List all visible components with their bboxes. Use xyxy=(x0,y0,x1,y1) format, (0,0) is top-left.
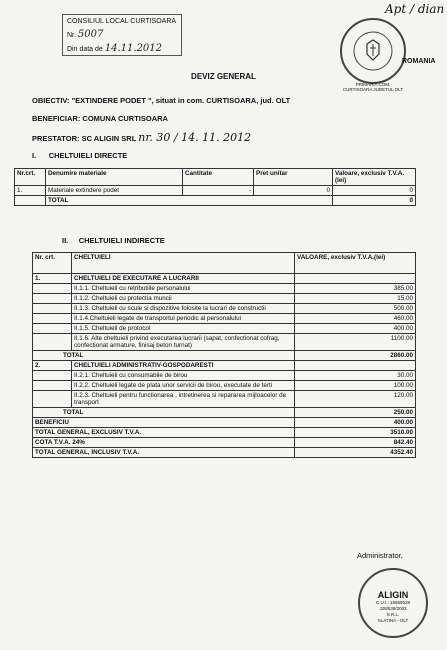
col-nr: Nr. crt. xyxy=(33,253,72,274)
direct-costs-table xyxy=(14,168,416,206)
col-value: VALOARE, exclusiv T.V.A.(lei) xyxy=(295,253,416,274)
subtotal-row: TOTAL 2860.00 xyxy=(33,351,416,361)
indirect-costs-table xyxy=(32,252,416,458)
beneficiary: BENEFICIAR: COMUNA CURTISOARA xyxy=(32,114,168,123)
section2-heading: II. CHELTUIELI INDIRECTE xyxy=(62,236,165,245)
col-cost: CHELTUIELI xyxy=(72,253,295,274)
seal-text: PRIMARIA COM. CURTISOARA JUDETUL OLT xyxy=(342,82,404,92)
cell-value: 0 xyxy=(333,186,416,196)
cell-nr: 1. xyxy=(15,186,46,196)
total-row xyxy=(15,196,416,206)
cell-material: Materiale extindere podet xyxy=(46,186,183,196)
signature-top: Apt / dian xyxy=(385,2,445,16)
table-header xyxy=(33,253,416,274)
table-row: II.1.5. Cheltuieli de protocol 400.00 xyxy=(33,324,416,334)
stamp-srl: S.R.L. xyxy=(386,612,400,617)
document-title: DEVIZ GENERAL xyxy=(191,72,256,81)
col-unit-price: Pret unitar xyxy=(254,169,333,186)
total-value: 0 xyxy=(333,196,416,206)
stamp-city: SLATINA - OLT xyxy=(377,618,409,623)
summary-row: BENEFICIU 400.00 xyxy=(33,418,416,428)
table-row xyxy=(15,186,416,196)
table-row: II.1.2. Cheltuieli cu protectia muncii 15.00 xyxy=(33,294,416,304)
summary-row: TOTAL GENERAL, INCLUSIV T.V.A. 4352.40 xyxy=(33,448,416,458)
table-row: II.2.2. Cheltuieli legate de plata unor servicii de birou, executate de terti 100.00 xyxy=(33,381,416,391)
registration-date: Din data de 14.11.2012 xyxy=(67,43,163,54)
group-title: CHELTUIELI ADMINISTRATIV-GOSPODARESTI xyxy=(72,361,295,371)
registration-council: CONSILIUL LOCAL CURTISOARA xyxy=(67,18,177,25)
summary-row: COTA T.V.A. 24% 842.40 xyxy=(33,438,416,448)
col-material: Denumire materiale xyxy=(46,169,183,186)
section1-heading: I. CHELTUIELI DIRECTE xyxy=(32,151,128,160)
seal-extra-text: ROMANIA xyxy=(402,58,436,65)
summary-row: TOTAL GENERAL, EXCLUSIV T.V.A. 3510.00 xyxy=(33,428,416,438)
stamp-reg: J28/539/2003 xyxy=(379,606,407,611)
company-stamp xyxy=(358,568,428,638)
table-row: II.1.4.Cheltuieli legate de transportul periodic al personalului 460.00 xyxy=(33,314,416,324)
registration-stamp xyxy=(62,14,182,56)
contractor-handwritten: nr. 30 / 14. 11. 2012 xyxy=(138,131,252,144)
administrator-label: Administrator, xyxy=(357,551,403,560)
col-nr: Nr.crt. xyxy=(15,169,46,186)
cell-quantity: - xyxy=(183,186,254,196)
table-row: II.2.1. Cheltuieli cu consumabile de birou 30.00 xyxy=(33,371,416,381)
col-value: Valoare, exclusiv T.V.A. (lei) xyxy=(333,169,416,186)
table-header xyxy=(15,169,416,186)
stamp-name: ALIGIN xyxy=(377,590,409,600)
table-row: II.1.3. Cheltuieli cu scule si dispozitive folosite la lucrari de constructii 500.00 xyxy=(33,304,416,314)
col-quantity: Cantitate xyxy=(183,169,254,186)
table-row: II.1.1. Cheltuieli cu retributiile personalului 385.00 xyxy=(33,284,416,294)
registration-number: Nr. 5007 xyxy=(67,29,104,40)
contractor xyxy=(32,131,251,144)
subtotal-row: TOTAL 250.00 xyxy=(33,408,416,418)
group-row: 2. CHELTUIELI ADMINISTRATIV-GOSPODARESTI xyxy=(33,361,416,371)
objective: OBIECTIV: "EXTINDERE PODET ", situat in com. CURTISOARA, jud. OLT xyxy=(32,96,291,105)
table-row: II.2.3. Cheltuieli pentru functionarea , intretinerea si repararea mijloacelor de transport 120.00 xyxy=(33,391,416,408)
table-row: II.1.6. Alte cheltuieli privind executarea lucrarii (sapat, confectionat cofrag, confectionat armature, finisaj beton turnat) 1100.00 xyxy=(33,334,416,351)
total-label: TOTAL xyxy=(46,196,333,206)
cell-unit-price: 0 xyxy=(254,186,333,196)
group-title: CHELTUIELI DE EXECUTARE A LUCRARII xyxy=(72,274,295,284)
stamp-cui: C.U.I.: 15659528 xyxy=(375,600,411,605)
contractor-label: PRESTATOR: SC ALIGIN SRL xyxy=(32,134,137,143)
group-row: 1. CHELTUIELI DE EXECUTARE A LUCRARII xyxy=(33,274,416,284)
